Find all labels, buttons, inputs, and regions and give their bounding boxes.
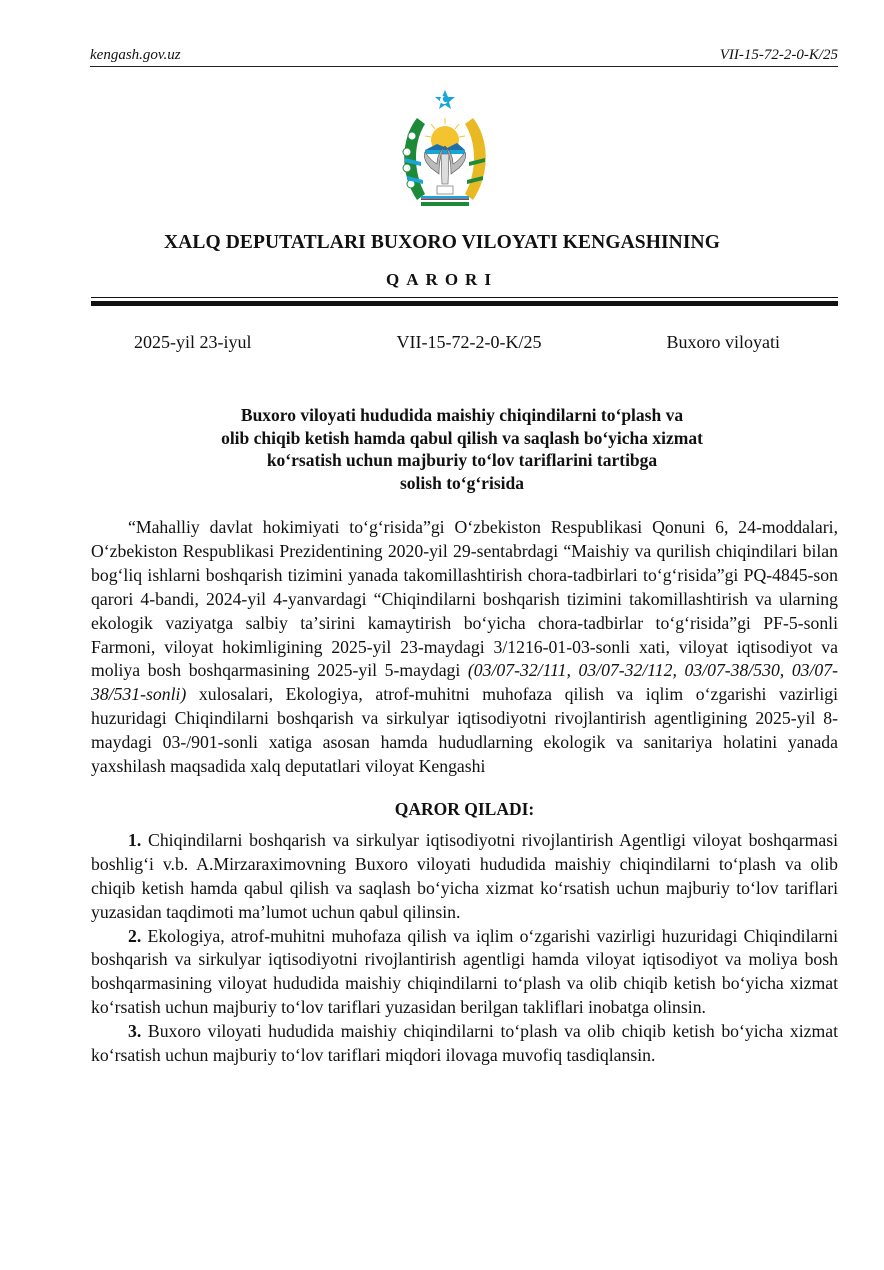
clause-paragraph bbox=[91, 829, 838, 925]
document-place: Buxoro viloyati bbox=[666, 332, 780, 352]
clause-number: 1. bbox=[128, 829, 142, 850]
header-rule-thick bbox=[91, 301, 838, 306]
decision-heading: QAROR QILADI: bbox=[394, 798, 535, 819]
subject-line: olib chiqib ketish hamda qabul qilish va saqlash boʻyicha xizmat bbox=[221, 427, 703, 448]
subject-line: Buxoro viloyati hududida maishiy chiqindilarni toʻplash va bbox=[240, 405, 684, 425]
clause-paragraph bbox=[91, 925, 838, 1021]
preamble-text-part2: xulosalari, Ekologiya, atrof-muhitni muhofaza qilish va iqlim oʻzgarishi vazirligi huzuridagi Chiqindilarni boshqarish va sirkulyar iqtisodiyotni rivojlantirish agentligining 2025-yil 8-maydagi 03-/901-sonli xatiga asosan hamda hududlarning ekologik va sanitariya holatini yanada yaxshilash maqsadida xalq deputatlari viloyat Kengashi bbox=[91, 684, 838, 777]
subject-line: solish toʻgʻrisida bbox=[400, 472, 524, 493]
header-doc-code: VII-15-72-2-0-K/25 bbox=[719, 47, 838, 63]
document-number: VII-15-72-2-0-K/25 bbox=[396, 332, 542, 352]
organization-title: XALQ DEPUTATLARI BUXORO VILOYATI KENGASHINING bbox=[163, 232, 720, 253]
clause-number: 3. bbox=[128, 1021, 142, 1042]
header-site: kengash.gov.uz bbox=[90, 47, 181, 63]
clause-text: Chiqindilarni boshqarish va sirkulyar iqtisodiyotni rivojlantirish Agentligi viloyat boshqarmasi boshligʻi v.b. A.Mirzaraximovning Buxoro viloyati hududida maishiy chiqindilarni toʻplash va olib chiqib ketish hamda qabul qilish va saqlash boʻyicha xizmat koʻrsatish uchun majburiy toʻlov tariflari yuzasidan taqdimoti maʼlumot uchun qabul qilinsin. bbox=[91, 829, 838, 922]
preamble-text-part1: “Mahalliy davlat hokimiyati toʻgʻrisida”gi Oʻzbekiston Respublikasi Qonuni 6, 24-moddalari, Oʻzbekiston Respublikasi Prezidentining 2020-yil 29-sentabrdagi “Maishiy va qurilish chiqindilari bilan bogʻliq ishlarni boshqarish tizimini yanada takomillashtirish chora-tadbirlari toʻgʻrisida”gi PQ-4845-son qarori 4-bandi, 2024-yil 4-yanvardagi “Chiqindilarni boshqarish tizimini takomillashtirish va ularning ekologik vaziyatga salbiy taʼsirini kamaytirish boʻyicha chora-tadbirlar toʻgʻrisida”gi PF-5-sonli Farmoni, viloyat hokimligining 2025-yil 23-maydagi 3/1216-01-03-sonli xati, viloyat iqtisodiyot va moliya bosh boshqarmasining 2025-yil 5-maydagi bbox=[91, 517, 838, 681]
preamble-references: (03/07-32/111, 03/07-32/112, 03/07-38/530, 03/07-38/531-sonli) bbox=[91, 660, 838, 705]
header-rule-thin bbox=[91, 297, 838, 298]
subject-line: koʻrsatish uchun majburiy toʻlov tariflarini tartibga bbox=[266, 450, 658, 471]
document-date: 2025-yil 23-iyul bbox=[134, 332, 252, 352]
clause-paragraph bbox=[91, 1020, 838, 1068]
state-emblem-icon bbox=[395, 88, 495, 218]
document-subject bbox=[120, 404, 804, 494]
clause-text: Buxoro viloyati hududida maishiy chiqindilarni toʻplash va olib chiqib ketish boʻyicha xizmat koʻrsatish uchun majburiy toʻlov tariflari miqdori ilovaga muvofiq tasdiqlansin. bbox=[91, 1021, 838, 1066]
clause-number: 2. bbox=[128, 925, 142, 946]
preamble-paragraph bbox=[91, 516, 838, 779]
page-header bbox=[90, 47, 838, 67]
document-type-title: QARORI bbox=[386, 270, 498, 289]
clause-text: Ekologiya, atrof-muhitni muhofaza qilish va iqlim oʻzgarishi vazirligi huzuridagi Chiqindilarni boshqarish va sirkulyar iqtisodiyotni rivojlantirish agentligi hamda viloyat iqtisodiyot va moliya bosh boshqarmasining viloyat hududida maishiy chiqindilarni toʻplash va olib chiqib ketish boʻyicha xizmat koʻrsatish uchun majburiy toʻlov tariflari yuzasidan berilgan takliflari inobatga olinsin. bbox=[91, 925, 838, 1018]
document-body bbox=[91, 516, 838, 1068]
document-meta bbox=[134, 332, 780, 353]
